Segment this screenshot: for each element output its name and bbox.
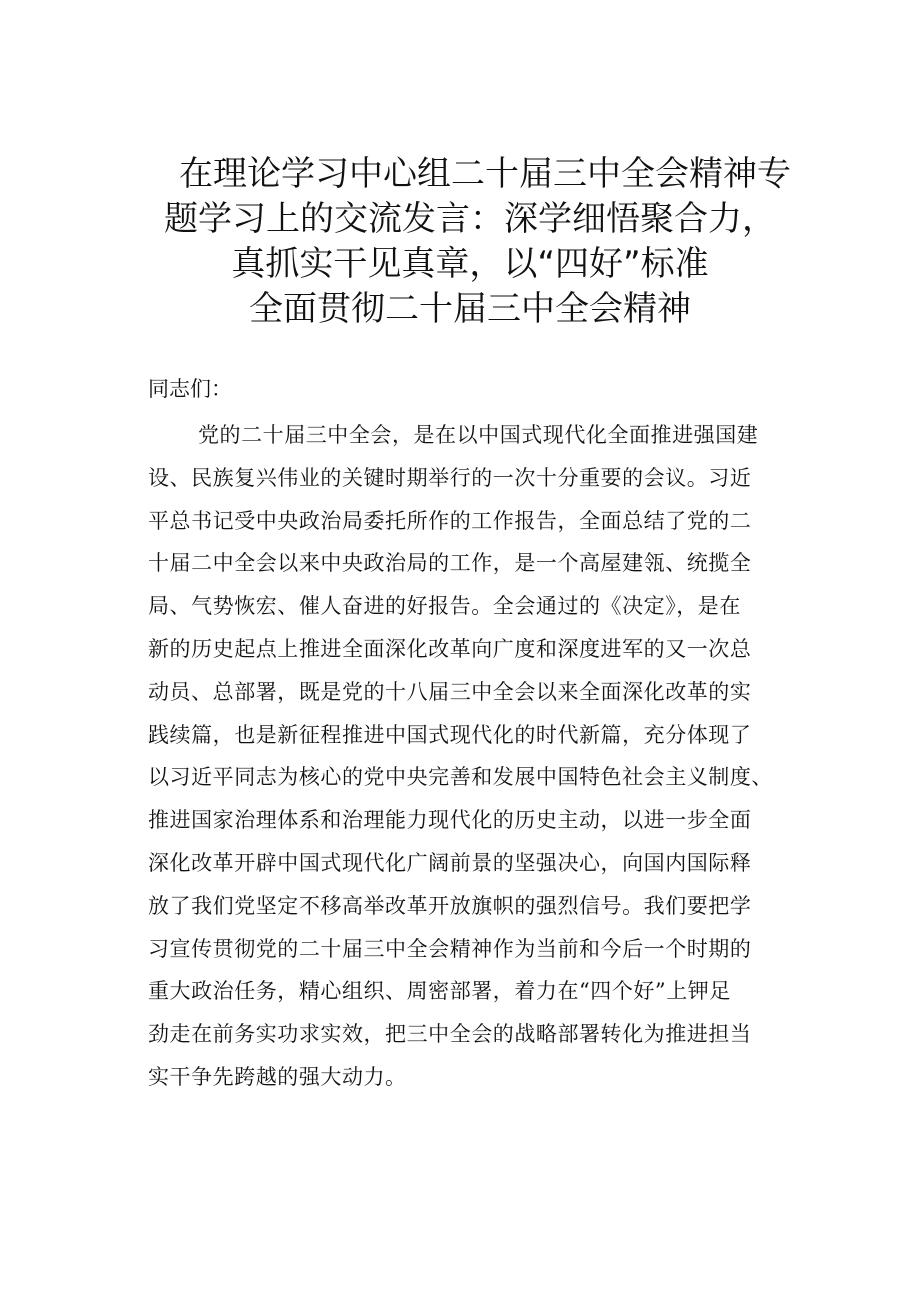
paragraph-line: 以习近平同志为核心的党中央完善和发展中国特色社会主义制度、 (148, 765, 773, 790)
paragraph-line: 局、气势恢宏、催人奋进的好报告。全会通过的《决定》，是在 (148, 594, 741, 619)
title-line: 题学习上的交流发言：深学细悟聚合力， (164, 199, 776, 239)
title-line: 全面贯彻二十届三中全会精神 (249, 289, 691, 329)
paragraph-line: 习宣传贯彻党的二十届三中全会精神作为当前和今后一个时期的 (148, 936, 752, 961)
paragraph-line: 平总书记受中央政治局委托所作的工作报告，全面总结了党的二 (148, 508, 752, 533)
salutation: 同志们： (148, 377, 232, 401)
title-line: 真抓实干见真章，以“四好”标准 (231, 244, 709, 284)
paragraph-line: 新的历史起点上推进全面深化改革向广度和深度进军的又一次总 (148, 636, 752, 661)
paragraph-line: 动员、总部署，既是党的十八届三中全会以来全面深化改革的实 (148, 679, 752, 704)
paragraph-line: 劲走在前务实功求实效，把三中全会的战略部署转化为推进担当 (148, 1022, 752, 1047)
paragraph-line: 深化改革开辟中国式现代化广阔前景的坚强决心，向国内国际释 (148, 850, 752, 875)
paragraph-line: 推进国家治理体系和治理能力现代化的历史主动，以进一步全面 (148, 808, 752, 833)
body-paragraph (148, 414, 812, 1099)
title-line: 在理论学习中心组二十届三中全会精神专 (179, 154, 791, 194)
paragraph-line: 实干争先跨越的强大动力。 (148, 1064, 407, 1089)
paragraph-line: 重大政治任务，精心组织、周密部署，着力在“四个好”上钾足 (148, 979, 731, 1004)
paragraph-line: 放了我们党坚定不移高举改革开放旗帜的强烈信号。我们要把学 (148, 893, 752, 918)
document-title (140, 152, 800, 332)
paragraph-line: 党的二十届三中全会，是在以中国式现代化全面推进强国建 (198, 423, 759, 447)
paragraph-line: 十届二中全会以来中央政治局的工作，是一个高屋建瓴、统揽全 (148, 551, 752, 576)
paragraph-line: 设、民族复兴伟业的关键时期举行的一次十分重要的会议。习近 (148, 465, 752, 490)
paragraph-line: 践续篇，也是新征程推进中国式现代化的时代新篇，充分体现了 (148, 722, 752, 747)
